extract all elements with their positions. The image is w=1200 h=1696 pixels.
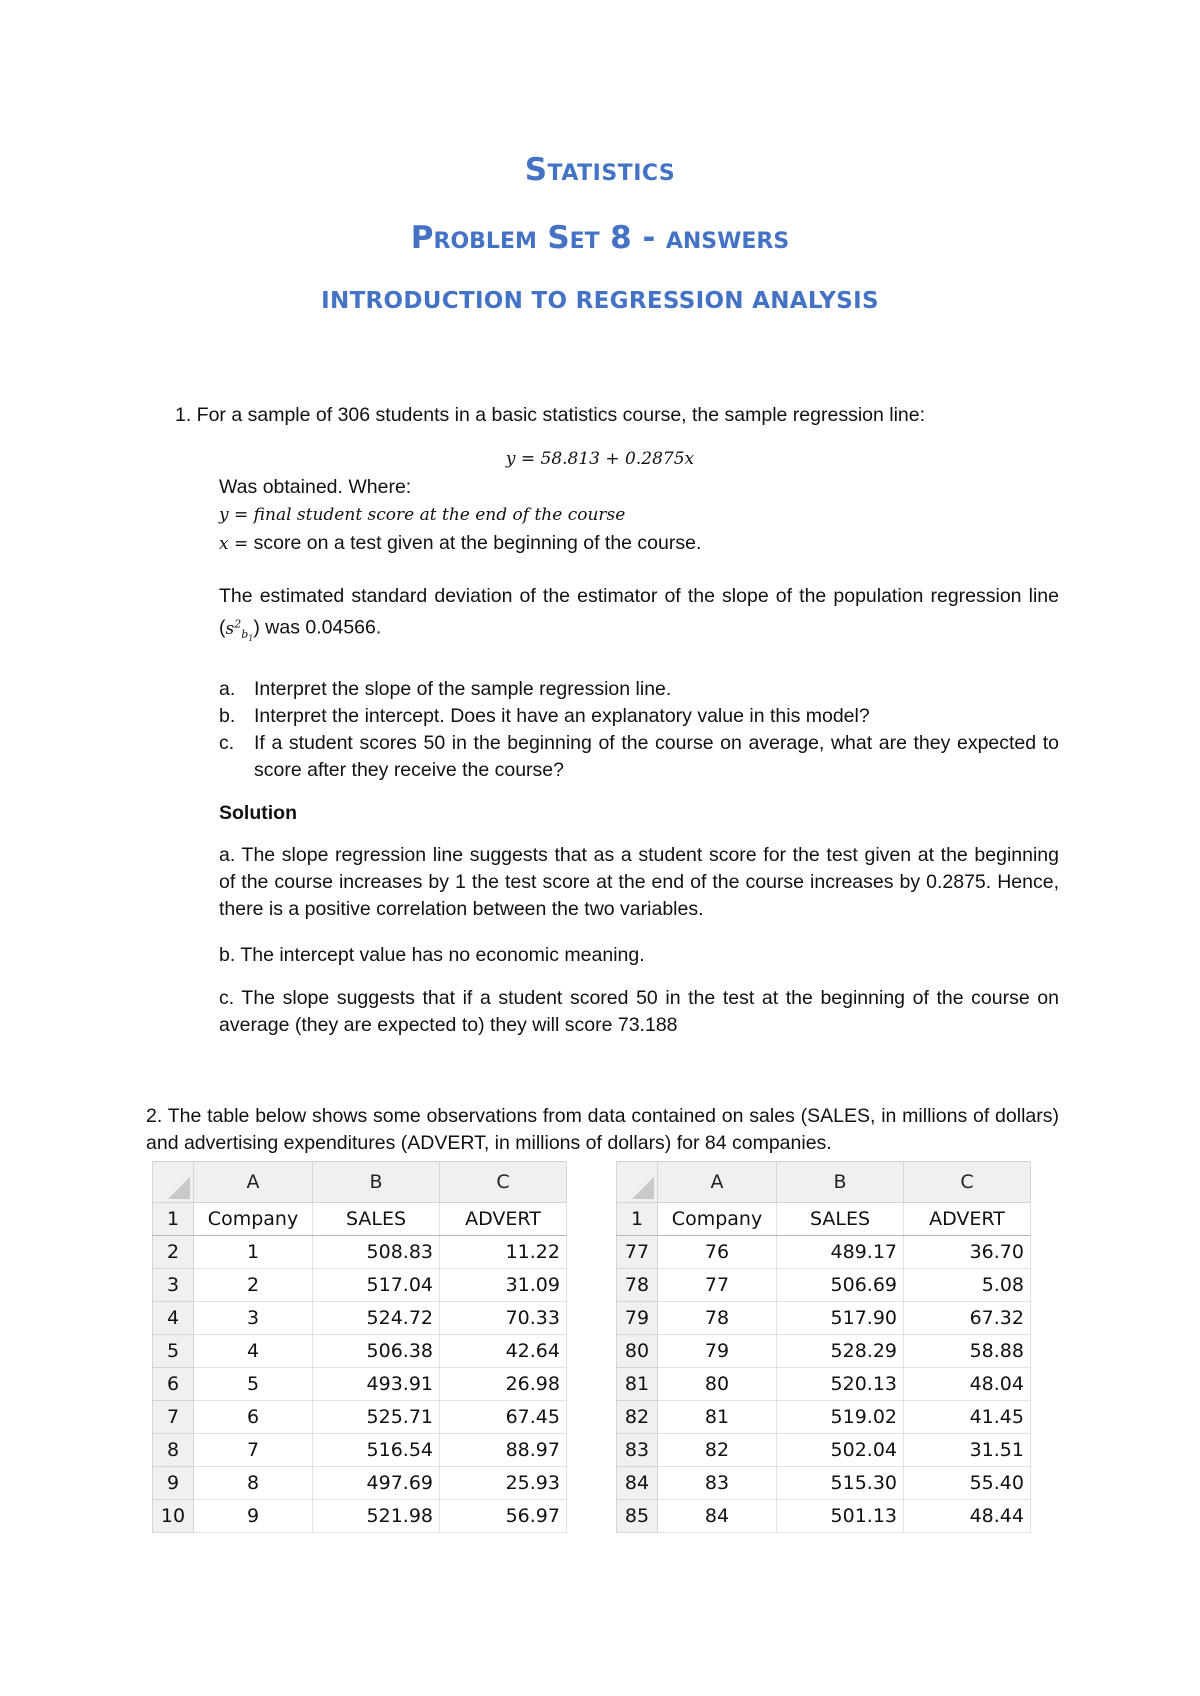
cell-advert[interactable]: 31.51 <box>904 1434 1031 1467</box>
table-row <box>153 1500 567 1533</box>
cell-company[interactable]: 4 <box>194 1335 313 1368</box>
cell-company[interactable]: 77 <box>658 1269 777 1302</box>
cell-advert[interactable]: 67.45 <box>440 1401 567 1434</box>
cell-sales[interactable]: 493.91 <box>313 1368 440 1401</box>
row-number[interactable]: 5 <box>153 1335 194 1368</box>
solution-heading: Solution <box>219 802 297 824</box>
table-row <box>153 1434 567 1467</box>
item-label: c. <box>219 732 235 754</box>
spreadsheet-right <box>616 1161 1031 1533</box>
table-row <box>617 1401 1031 1434</box>
cell-advert[interactable]: 70.33 <box>440 1302 567 1335</box>
doc-title <box>0 152 1200 188</box>
sd-symbol-letter: s <box>225 618 235 639</box>
row-number[interactable]: 82 <box>617 1401 658 1434</box>
header-cell[interactable]: SALES <box>777 1203 904 1236</box>
solution-a: a. The slope regression line suggests that as a student score for the test given at the beginning of the course increases by 1 the test score at the end of the course increases by 0.2875. Hence, there is a positive correlation between the two variables. <box>219 844 1059 920</box>
row-number[interactable]: 83 <box>617 1434 658 1467</box>
table-row <box>153 1302 567 1335</box>
sd-symbol <box>225 617 254 644</box>
item-text: If a student scores 50 in the beginning of the course on average, what are they expected to score after they receive the course? <box>254 732 1059 781</box>
cell-sales[interactable]: 528.29 <box>777 1335 904 1368</box>
row-number[interactable]: 78 <box>617 1269 658 1302</box>
q1-std-deviation <box>219 583 1059 652</box>
subtitle-et: ET <box>569 229 600 254</box>
cell-advert[interactable]: 48.04 <box>904 1368 1031 1401</box>
doc-topic: INTRODUCTION TO REGRESSION ANALYSIS <box>321 288 879 314</box>
table-row <box>617 1335 1031 1368</box>
q1-intro: 1. For a sample of 306 students in a basic statistics course, the sample regression line: <box>175 404 926 426</box>
item-label: a. <box>219 678 236 700</box>
table-row <box>617 1500 1031 1533</box>
column-letter-row <box>153 1162 567 1203</box>
header-cell[interactable]: SALES <box>313 1203 440 1236</box>
cell-advert[interactable]: 5.08 <box>904 1269 1031 1302</box>
cell-sales[interactable]: 521.98 <box>313 1500 440 1533</box>
q1-was-obtained: Was obtained. Where: <box>219 476 412 498</box>
cell-advert[interactable]: 11.22 <box>440 1236 567 1269</box>
cell-company[interactable]: 8 <box>194 1467 313 1500</box>
table-row <box>617 1434 1031 1467</box>
row-number[interactable]: 8 <box>153 1434 194 1467</box>
q1-equation: y = 58.813 + 0.2875x <box>505 449 695 469</box>
header-cell[interactable]: ADVERT <box>904 1203 1031 1236</box>
cell-advert[interactable]: 58.88 <box>904 1335 1031 1368</box>
cell-sales[interactable]: 506.69 <box>777 1269 904 1302</box>
cell-company[interactable]: 82 <box>658 1434 777 1467</box>
table-row <box>153 1236 567 1269</box>
select-all-corner[interactable] <box>153 1162 194 1203</box>
x-variable: x = <box>219 534 249 554</box>
list-item <box>219 676 1059 703</box>
row-number[interactable]: 3 <box>153 1269 194 1302</box>
cell-company[interactable]: 81 <box>658 1401 777 1434</box>
cell-company[interactable]: 5 <box>194 1368 313 1401</box>
row-number[interactable]: 81 <box>617 1368 658 1401</box>
row-number[interactable]: 80 <box>617 1335 658 1368</box>
row-number[interactable]: 77 <box>617 1236 658 1269</box>
table-row <box>153 1335 567 1368</box>
cell-advert[interactable]: 42.64 <box>440 1335 567 1368</box>
title-initial: S <box>524 152 548 188</box>
row-number[interactable]: 7 <box>153 1401 194 1434</box>
cell-advert[interactable]: 55.40 <box>904 1467 1031 1500</box>
solution-b: b. The intercept value has no economic meaning. <box>219 944 645 966</box>
header-cell[interactable]: Company <box>194 1203 313 1236</box>
cell-advert[interactable]: 41.45 <box>904 1401 1031 1434</box>
subtitle-roblem: ROBLEM <box>433 229 537 254</box>
row-number[interactable]: 6 <box>153 1368 194 1401</box>
row-number[interactable]: 1 <box>617 1203 658 1236</box>
table-row <box>617 1302 1031 1335</box>
title-rest: TATISTICS <box>547 161 676 186</box>
cell-company[interactable]: 1 <box>194 1236 313 1269</box>
table-row <box>153 1401 567 1434</box>
cell-sales[interactable]: 524.72 <box>313 1302 440 1335</box>
cell-company[interactable]: 84 <box>658 1500 777 1533</box>
subtitle-s: S <box>547 220 570 256</box>
header-cell[interactable]: ADVERT <box>440 1203 567 1236</box>
q1-subquestions <box>219 676 1059 784</box>
subtitle-number: 8 - <box>610 220 656 256</box>
q1-y-definition: y = final student score at the end of the course <box>219 505 626 525</box>
column-letter-row <box>617 1162 1031 1203</box>
header-cell[interactable]: Company <box>658 1203 777 1236</box>
cell-sales[interactable]: 517.90 <box>777 1302 904 1335</box>
subtitle-answers: ANSWERS <box>665 229 790 254</box>
cell-company[interactable]: 7 <box>194 1434 313 1467</box>
sd-text-before: The estimated standard deviation of the estimator of the slope of the population regression line ( <box>219 585 1059 639</box>
row-number[interactable]: 9 <box>153 1467 194 1500</box>
sd-superscript: 2 <box>234 617 242 630</box>
solution-c: c. The slope suggests that if a student scored 50 in the test at the beginning of the course on average (they are expected to) they will score 73.188 <box>219 987 1059 1036</box>
item-text: Interpret the slope of the sample regression line. <box>254 678 672 700</box>
q2-intro: 2. The table below shows some observations from data contained on sales (SALES, in millions of dollars) and advertising expenditures (ADVERT, in millions of dollars) for 84 companies. <box>146 1105 1059 1154</box>
table-header-row <box>617 1203 1031 1236</box>
q1-x-definition <box>219 530 701 558</box>
row-number[interactable]: 84 <box>617 1467 658 1500</box>
cell-company[interactable]: 80 <box>658 1368 777 1401</box>
cell-sales[interactable]: 525.71 <box>313 1401 440 1434</box>
column-header-b[interactable]: B <box>313 1162 440 1203</box>
sd-text-after: ) was 0.04566. <box>253 616 382 639</box>
row-number[interactable]: 1 <box>153 1203 194 1236</box>
cell-sales[interactable]: 508.83 <box>313 1236 440 1269</box>
table-row <box>617 1368 1031 1401</box>
cell-company[interactable]: 6 <box>194 1401 313 1434</box>
cell-advert[interactable]: 67.32 <box>904 1302 1031 1335</box>
cell-advert[interactable]: 48.44 <box>904 1500 1031 1533</box>
column-header-c[interactable]: C <box>904 1162 1031 1203</box>
cell-sales[interactable]: 516.54 <box>313 1434 440 1467</box>
cell-sales[interactable]: 497.69 <box>313 1467 440 1500</box>
cell-sales[interactable]: 517.04 <box>313 1269 440 1302</box>
list-item <box>219 730 1059 784</box>
cell-sales[interactable]: 502.04 <box>777 1434 904 1467</box>
cell-company[interactable]: 79 <box>658 1335 777 1368</box>
table-row <box>153 1467 567 1500</box>
cell-sales[interactable]: 501.13 <box>777 1500 904 1533</box>
table-row <box>153 1368 567 1401</box>
item-label: b. <box>219 705 236 727</box>
cell-advert[interactable]: 36.70 <box>904 1236 1031 1269</box>
row-number[interactable]: 2 <box>153 1236 194 1269</box>
cell-company[interactable]: 83 <box>658 1467 777 1500</box>
sd-subscript-index: 1 <box>248 634 254 644</box>
cell-sales[interactable]: 515.30 <box>777 1467 904 1500</box>
cell-advert[interactable]: 25.93 <box>440 1467 567 1500</box>
select-all-corner[interactable] <box>617 1162 658 1203</box>
list-item <box>219 703 1059 730</box>
row-number[interactable]: 85 <box>617 1500 658 1533</box>
table-row <box>617 1269 1031 1302</box>
table-row <box>617 1236 1031 1269</box>
table-row <box>153 1269 567 1302</box>
cell-advert[interactable]: 56.97 <box>440 1500 567 1533</box>
row-number[interactable]: 79 <box>617 1302 658 1335</box>
doc-subtitle <box>0 220 1200 256</box>
cell-company[interactable]: 76 <box>658 1236 777 1269</box>
cell-advert[interactable]: 88.97 <box>440 1434 567 1467</box>
column-header-b[interactable]: B <box>777 1162 904 1203</box>
table-header-row <box>153 1203 567 1236</box>
sd-subscript: b <box>241 628 249 642</box>
cell-company[interactable]: 9 <box>194 1500 313 1533</box>
spreadsheet-left <box>152 1161 567 1533</box>
x-definition-text: score on a test given at the beginning of the course. <box>248 532 702 554</box>
row-number[interactable]: 4 <box>153 1302 194 1335</box>
cell-company[interactable]: 2 <box>194 1269 313 1302</box>
column-header-c[interactable]: C <box>440 1162 567 1203</box>
column-header-a[interactable]: A <box>194 1162 313 1203</box>
cell-sales[interactable]: 519.02 <box>777 1401 904 1434</box>
cell-company[interactable]: 78 <box>658 1302 777 1335</box>
cell-sales[interactable]: 520.13 <box>777 1368 904 1401</box>
column-header-a[interactable]: A <box>658 1162 777 1203</box>
cell-company[interactable]: 3 <box>194 1302 313 1335</box>
subtitle-p: P <box>410 220 434 256</box>
cell-sales[interactable]: 489.17 <box>777 1236 904 1269</box>
cell-sales[interactable]: 506.38 <box>313 1335 440 1368</box>
item-text: Interpret the intercept. Does it have an explanatory value in this model? <box>254 705 870 727</box>
table-row <box>617 1467 1031 1500</box>
row-number[interactable]: 10 <box>153 1500 194 1533</box>
cell-advert[interactable]: 26.98 <box>440 1368 567 1401</box>
cell-advert[interactable]: 31.09 <box>440 1269 567 1302</box>
